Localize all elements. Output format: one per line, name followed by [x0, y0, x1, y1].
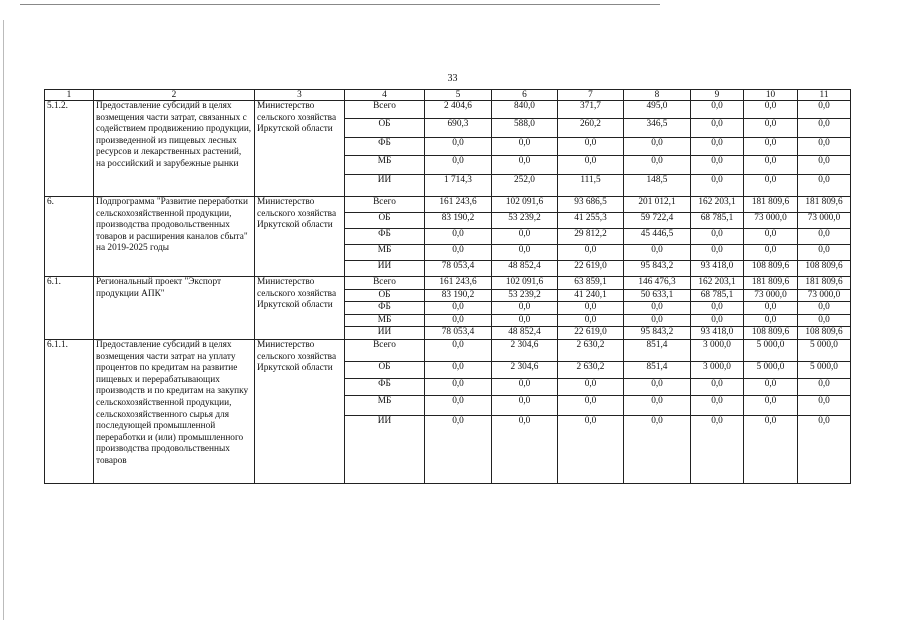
amount-cell: 0,0 — [492, 415, 558, 483]
budget-table — [44, 89, 851, 484]
amount-cell: 68 785,1 — [691, 213, 744, 229]
funding-source: МБ — [345, 395, 425, 415]
amount-cell: 161 243,6 — [425, 277, 492, 290]
amount-cell: 50 633,1 — [624, 289, 691, 302]
column-number-6: 6 — [492, 90, 558, 101]
amount-cell: 5 000,0 — [798, 361, 851, 378]
amount-cell: 95 843,2 — [624, 327, 691, 340]
funding-source: Всего — [345, 101, 425, 119]
amount-cell: 0,0 — [558, 415, 624, 483]
amount-cell: 2 630,2 — [558, 339, 624, 361]
amount-cell: 0,0 — [744, 395, 798, 415]
funding-source: ФБ — [345, 138, 425, 156]
table-row — [45, 197, 851, 213]
amount-cell: 0,0 — [492, 395, 558, 415]
amount-cell: 181 809,6 — [798, 277, 851, 290]
amount-cell: 0,0 — [744, 101, 798, 119]
column-number-5: 5 — [425, 90, 492, 101]
funding-source: ФБ — [345, 302, 425, 315]
amount-cell: 181 809,6 — [744, 277, 798, 290]
amount-cell: 93 686,5 — [558, 197, 624, 213]
funding-source: ИИ — [345, 175, 425, 197]
funding-source: МБ — [345, 314, 425, 327]
amount-cell: 2 304,6 — [492, 361, 558, 378]
amount-cell: 0,0 — [691, 119, 744, 138]
amount-cell: 0,0 — [425, 415, 492, 483]
funding-source: ИИ — [345, 415, 425, 483]
column-number-11: 11 — [798, 90, 851, 101]
amount-cell: 0,0 — [425, 339, 492, 361]
amount-cell: 41 240,1 — [558, 289, 624, 302]
column-number-3: 3 — [255, 90, 345, 101]
amount-cell: 0,0 — [744, 302, 798, 315]
amount-cell: 2 304,6 — [492, 339, 558, 361]
amount-cell: 0,0 — [691, 378, 744, 395]
amount-cell: 48 852,4 — [492, 261, 558, 277]
scan-edge-left — [3, 20, 4, 620]
amount-cell: 0,0 — [558, 378, 624, 395]
amount-cell: 0,0 — [798, 229, 851, 245]
page-number: 33 — [447, 73, 458, 84]
funding-source: ОБ — [345, 119, 425, 138]
amount-cell: 0,0 — [492, 378, 558, 395]
amount-cell: 78 053,4 — [425, 327, 492, 340]
amount-cell: 346,5 — [624, 119, 691, 138]
amount-cell: 181 809,6 — [798, 197, 851, 213]
amount-cell: 68 785,1 — [691, 289, 744, 302]
amount-cell: 0,0 — [425, 314, 492, 327]
amount-cell: 3 000,0 — [691, 339, 744, 361]
amount-cell: 146 476,3 — [624, 277, 691, 290]
amount-cell: 0,0 — [558, 156, 624, 175]
amount-cell: 0,0 — [691, 395, 744, 415]
amount-cell: 0,0 — [624, 138, 691, 156]
row-executor: Министерство сельского хозяйства Иркутской области — [255, 339, 345, 483]
funding-source: Всего — [345, 197, 425, 213]
amount-cell: 0,0 — [624, 156, 691, 175]
amount-cell: 0,0 — [492, 138, 558, 156]
funding-source: ОБ — [345, 213, 425, 229]
row-name: Подпрограмма "Развитие переработки сельскохозяйственной продукции, производства продовольственных товаров и расширения каналов сбыта" на 2019-2025 годы — [94, 197, 255, 277]
amount-cell: 201 012,1 — [624, 197, 691, 213]
amount-cell: 0,0 — [624, 378, 691, 395]
amount-cell: 0,0 — [798, 314, 851, 327]
amount-cell: 5 000,0 — [744, 339, 798, 361]
amount-cell: 0,0 — [744, 314, 798, 327]
column-number-10: 10 — [744, 90, 798, 101]
row-executor: Министерство сельского хозяйства Иркутской области — [255, 101, 345, 197]
amount-cell: 162 203,1 — [691, 197, 744, 213]
amount-cell: 48 852,4 — [492, 327, 558, 340]
table-row — [45, 101, 851, 119]
amount-cell: 0,0 — [425, 378, 492, 395]
amount-cell: 95 843,2 — [624, 261, 691, 277]
table-row — [45, 339, 851, 361]
amount-cell: 0,0 — [425, 229, 492, 245]
amount-cell: 2 630,2 — [558, 361, 624, 378]
amount-cell: 0,0 — [492, 229, 558, 245]
amount-cell: 0,0 — [425, 361, 492, 378]
amount-cell: 0,0 — [744, 156, 798, 175]
amount-cell: 83 190,2 — [425, 213, 492, 229]
amount-cell: 45 446,5 — [624, 229, 691, 245]
amount-cell: 0,0 — [798, 101, 851, 119]
amount-cell: 102 091,6 — [492, 277, 558, 290]
amount-cell: 0,0 — [744, 119, 798, 138]
amount-cell: 22 619,0 — [558, 261, 624, 277]
amount-cell: 0,0 — [744, 138, 798, 156]
funding-source: ОБ — [345, 289, 425, 302]
row-name: Предоставление субсидий в целях возмещения части затрат, связанных с содействием продвижению продукции, произведенной из пищевых лесных ресурсов и лекарственных растений, на российский и зарубежные рынки — [94, 101, 255, 197]
amount-cell: 78 053,4 — [425, 261, 492, 277]
amount-cell: 162 203,1 — [691, 277, 744, 290]
amount-cell: 0,0 — [691, 415, 744, 483]
amount-cell: 0,0 — [691, 138, 744, 156]
amount-cell: 73 000,0 — [798, 213, 851, 229]
amount-cell: 0,0 — [798, 119, 851, 138]
amount-cell: 0,0 — [558, 314, 624, 327]
amount-cell: 0,0 — [744, 378, 798, 395]
amount-cell: 0,0 — [798, 395, 851, 415]
column-number-7: 7 — [558, 90, 624, 101]
amount-cell: 840,0 — [492, 101, 558, 119]
amount-cell: 22 619,0 — [558, 327, 624, 340]
funding-source: ФБ — [345, 378, 425, 395]
funding-source: ИИ — [345, 261, 425, 277]
amount-cell: 59 722,4 — [624, 213, 691, 229]
column-number-2: 2 — [94, 90, 255, 101]
row-executor: Министерство сельского хозяйства Иркутской области — [255, 277, 345, 340]
funding-source: МБ — [345, 245, 425, 261]
amount-cell: 0,0 — [798, 245, 851, 261]
amount-cell: 111,5 — [558, 175, 624, 197]
amount-cell: 0,0 — [558, 138, 624, 156]
amount-cell: 0,0 — [744, 415, 798, 483]
amount-cell: 371,7 — [558, 101, 624, 119]
column-number-1: 1 — [45, 90, 94, 101]
amount-cell: 41 255,3 — [558, 213, 624, 229]
amount-cell: 0,0 — [798, 415, 851, 483]
amount-cell: 0,0 — [425, 138, 492, 156]
funding-source: ИИ — [345, 327, 425, 340]
table-body — [45, 90, 851, 484]
amount-cell: 73 000,0 — [744, 213, 798, 229]
amount-cell: 588,0 — [492, 119, 558, 138]
amount-cell: 102 091,6 — [492, 197, 558, 213]
amount-cell: 0,0 — [691, 175, 744, 197]
amount-cell: 0,0 — [492, 156, 558, 175]
amount-cell: 0,0 — [425, 302, 492, 315]
column-number-4: 4 — [345, 90, 425, 101]
amount-cell: 851,4 — [624, 339, 691, 361]
amount-cell: 0,0 — [624, 395, 691, 415]
row-code: 5.1.2. — [45, 101, 94, 197]
amount-cell: 108 809,6 — [744, 327, 798, 340]
amount-cell: 1 714,3 — [425, 175, 492, 197]
funding-source: ФБ — [345, 229, 425, 245]
amount-cell: 29 812,2 — [558, 229, 624, 245]
funding-source: ОБ — [345, 361, 425, 378]
amount-cell: 148,5 — [624, 175, 691, 197]
amount-cell: 0,0 — [798, 378, 851, 395]
amount-cell: 0,0 — [798, 302, 851, 315]
amount-cell: 73 000,0 — [744, 289, 798, 302]
amount-cell: 0,0 — [744, 229, 798, 245]
amount-cell: 690,3 — [425, 119, 492, 138]
amount-cell: 0,0 — [691, 101, 744, 119]
amount-cell: 0,0 — [798, 156, 851, 175]
amount-cell: 0,0 — [558, 245, 624, 261]
amount-cell: 2 404,6 — [425, 101, 492, 119]
amount-cell: 0,0 — [425, 245, 492, 261]
amount-cell: 93 418,0 — [691, 261, 744, 277]
amount-cell: 108 809,6 — [798, 327, 851, 340]
amount-cell: 108 809,6 — [744, 261, 798, 277]
amount-cell: 0,0 — [744, 245, 798, 261]
column-number-8: 8 — [624, 90, 691, 101]
amount-cell: 0,0 — [744, 175, 798, 197]
amount-cell: 0,0 — [492, 245, 558, 261]
amount-cell: 0,0 — [798, 138, 851, 156]
amount-cell: 73 000,0 — [798, 289, 851, 302]
amount-cell: 3 000,0 — [691, 361, 744, 378]
row-code: 6. — [45, 197, 94, 277]
amount-cell: 0,0 — [691, 314, 744, 327]
amount-cell: 93 418,0 — [691, 327, 744, 340]
row-name: Региональный проект "Экспорт продукции АПК" — [94, 277, 255, 340]
scan-edge-top — [20, 4, 660, 5]
amount-cell: 0,0 — [624, 302, 691, 315]
amount-cell: 495,0 — [624, 101, 691, 119]
amount-cell: 5 000,0 — [744, 361, 798, 378]
amount-cell: 0,0 — [492, 302, 558, 315]
amount-cell: 161 243,6 — [425, 197, 492, 213]
funding-source: Всего — [345, 277, 425, 290]
amount-cell: 0,0 — [691, 156, 744, 175]
amount-cell: 0,0 — [624, 415, 691, 483]
amount-cell: 0,0 — [558, 395, 624, 415]
row-code: 6.1. — [45, 277, 94, 340]
amount-cell: 181 809,6 — [744, 197, 798, 213]
table-row — [45, 277, 851, 290]
row-name: Предоставление субсидий в целях возмещения части затрат на уплату процентов по кредитам на развитие пищевых и перерабатывающих производств и по кредитам на закупку сельскохозяйственной продукции, сельскохозяйственного сырья для последующей промышленной переработки и (или) промышленного производства продовольственных товаров — [94, 339, 255, 483]
amount-cell: 0,0 — [624, 314, 691, 327]
amount-cell: 0,0 — [691, 229, 744, 245]
amount-cell: 108 809,6 — [798, 261, 851, 277]
amount-cell: 0,0 — [691, 245, 744, 261]
amount-cell: 0,0 — [624, 245, 691, 261]
amount-cell: 252,0 — [492, 175, 558, 197]
amount-cell: 5 000,0 — [798, 339, 851, 361]
funding-source: Всего — [345, 339, 425, 361]
amount-cell: 0,0 — [691, 302, 744, 315]
amount-cell: 0,0 — [425, 395, 492, 415]
amount-cell: 83 190,2 — [425, 289, 492, 302]
amount-cell: 0,0 — [492, 314, 558, 327]
amount-cell: 53 239,2 — [492, 213, 558, 229]
amount-cell: 851,4 — [624, 361, 691, 378]
amount-cell: 53 239,2 — [492, 289, 558, 302]
amount-cell: 0,0 — [558, 302, 624, 315]
column-number-row — [45, 90, 851, 101]
column-number-9: 9 — [691, 90, 744, 101]
row-code: 6.1.1. — [45, 339, 94, 483]
funding-source: МБ — [345, 156, 425, 175]
amount-cell: 0,0 — [425, 156, 492, 175]
amount-cell: 0,0 — [798, 175, 851, 197]
amount-cell: 63 859,1 — [558, 277, 624, 290]
amount-cell: 260,2 — [558, 119, 624, 138]
row-executor: Министерство сельского хозяйства Иркутской области — [255, 197, 345, 277]
